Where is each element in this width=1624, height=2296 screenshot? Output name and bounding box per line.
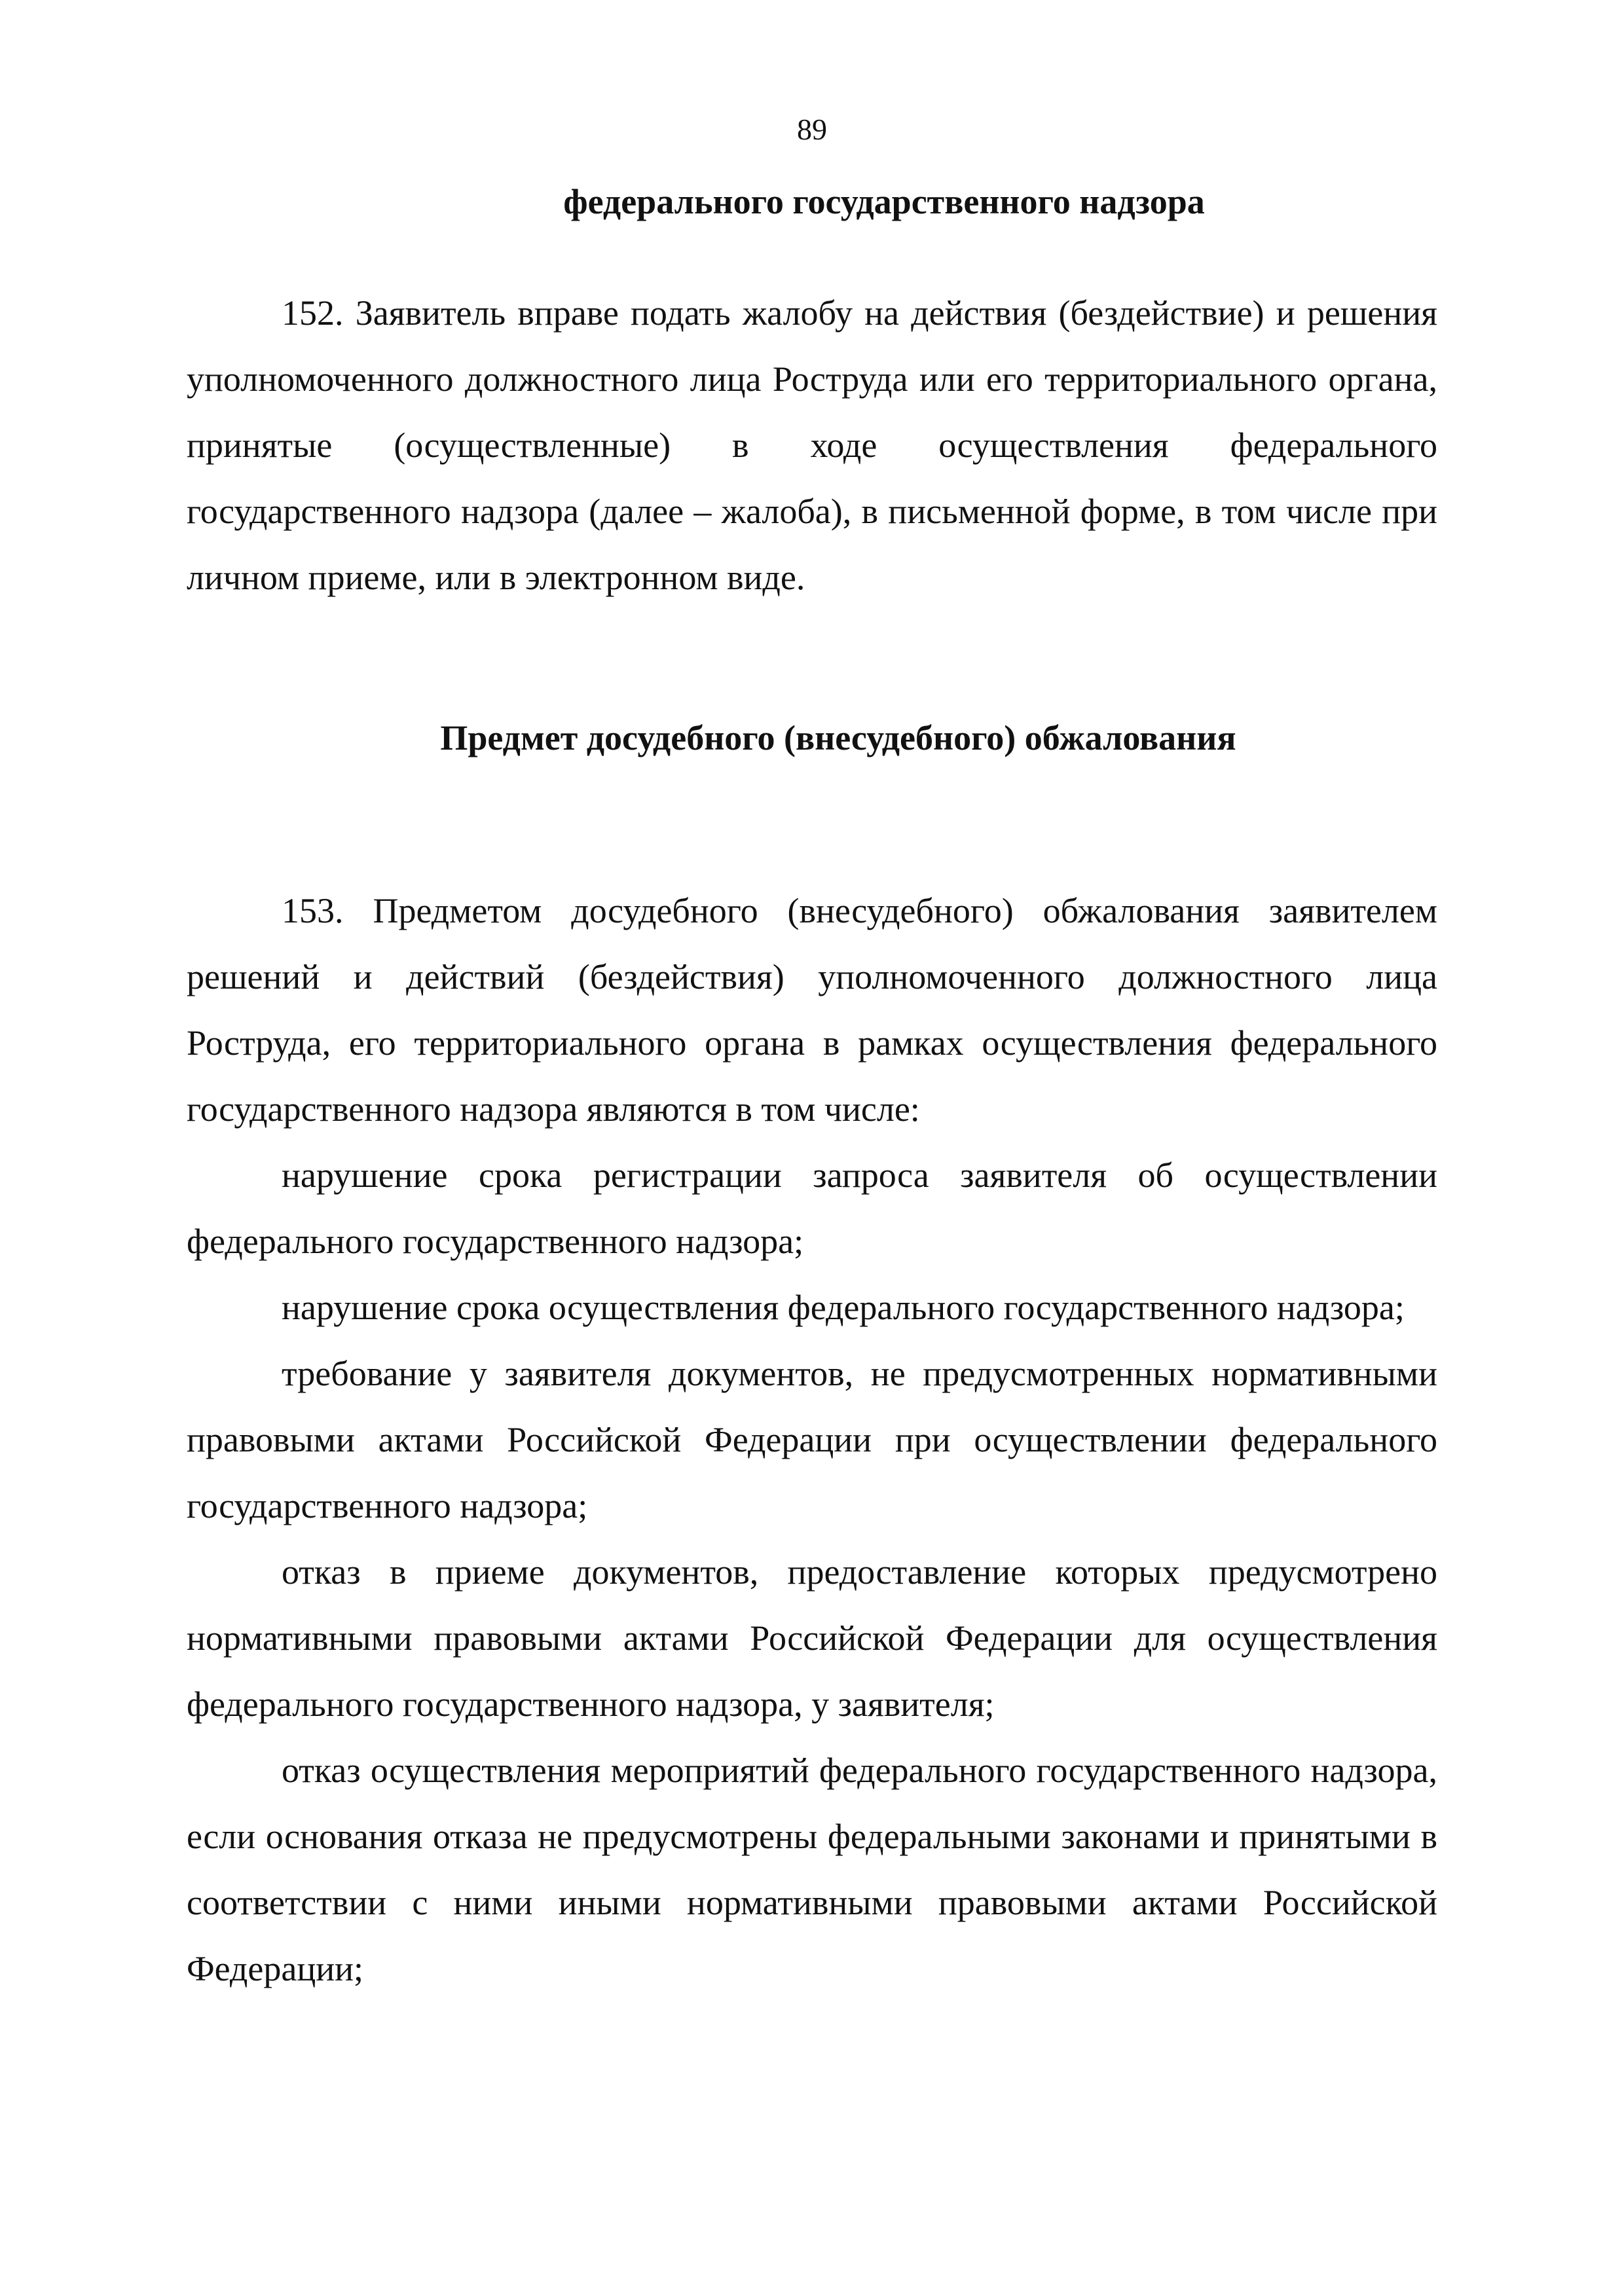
list-item-registration-deadline: нарушение срока регистрации запроса заявителя об осуществлении федерального государственного надзора; [187,1156,1437,1261]
list-item-document-requirement: требование у заявителя документов, не предусмотренных нормативными правовыми актами Российской Федерации при осуществлении федерального государственного надзора; [187,1354,1437,1525]
heading-continuation: федерального государственного надзора [563,182,1205,221]
paragraph-153-intro: 153. Предметом досудебного (внесудебного) обжалования заявителем решений и действий (бездействия) уполномоченного должностного лица Роструда, его территориального органа в рамках осуществления федерального государственного надзора являются в том числе: [187,891,1437,1129]
page-number: 89 [797,113,827,146]
list-item-refusal-measures: отказ осуществления мероприятий федерального государственного надзора, если основания отказа не предусмотрены федеральными законами и принятыми в соответствии с ними иными нормативными правовыми актами Российской Федерации; [187,1751,1437,1988]
section-heading: Предмет досудебного (внесудебного) обжалования [440,718,1236,757]
list-item-refusal-acceptance: отказ в приеме документов, предоставление которых предусмотрено нормативными правовыми актами Российской Федерации для осуществления федерального государственного надзора, у заявителя; [187,1552,1437,1724]
page-content [187,175,1437,2002]
list-item-supervision-deadline: нарушение срока осуществления федерального государственного надзора; [282,1288,1405,1327]
paragraph-152: 152. Заявитель вправе подать жалобу на действия (бездействие) и решения уполномоченного должностного лица Роструда или его территориального органа, принятые (осуществленные) в ходе осуществления федерального государственного надзора (далее – жалоба), в письменной форме, в том числе при личном приеме, или в электронном виде. [187,293,1437,597]
